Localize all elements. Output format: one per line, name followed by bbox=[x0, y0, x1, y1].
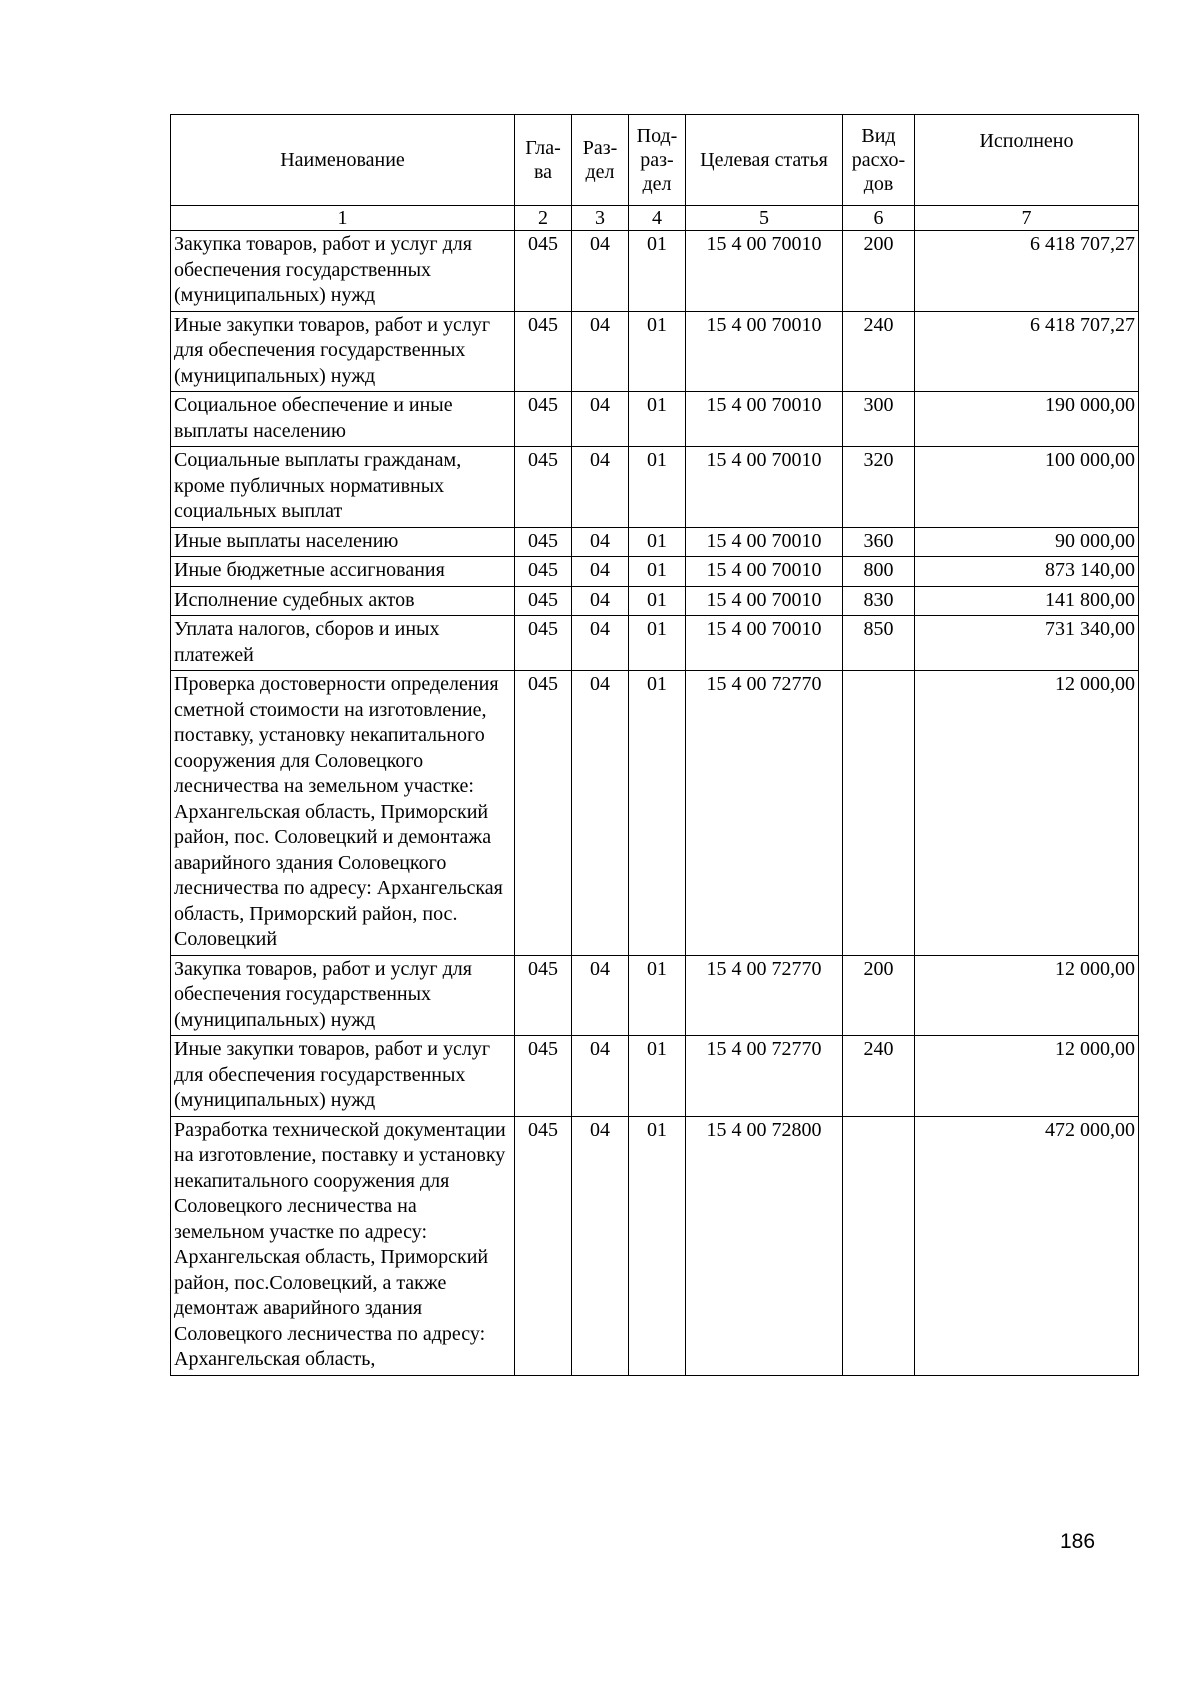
cell-section: 04 bbox=[572, 527, 629, 557]
table-header-row bbox=[171, 115, 1139, 206]
cell-subsection: 01 bbox=[629, 527, 686, 557]
cell-executed: 873 140,00 bbox=[915, 557, 1139, 587]
cell-target: 15 4 00 72770 bbox=[686, 955, 843, 1036]
cell-expense-type: 300 bbox=[843, 392, 915, 447]
cell-executed: 731 340,00 bbox=[915, 616, 1139, 671]
cell-executed: 190 000,00 bbox=[915, 392, 1139, 447]
cell-expense-type: 800 bbox=[843, 557, 915, 587]
cell-executed: 12 000,00 bbox=[915, 671, 1139, 956]
cell-chapter: 045 bbox=[515, 392, 572, 447]
table-row bbox=[171, 1036, 1139, 1117]
header-chapter: Гла- ва bbox=[515, 115, 572, 206]
column-number: 5 bbox=[686, 206, 843, 231]
cell-target: 15 4 00 72770 bbox=[686, 1036, 843, 1117]
cell-chapter: 045 bbox=[515, 447, 572, 528]
cell-subsection: 01 bbox=[629, 671, 686, 956]
cell-name: Уплата налогов, сборов и иных платежей bbox=[171, 616, 515, 671]
column-number: 7 bbox=[915, 206, 1139, 231]
cell-target: 15 4 00 70010 bbox=[686, 527, 843, 557]
cell-chapter: 045 bbox=[515, 616, 572, 671]
cell-subsection: 01 bbox=[629, 447, 686, 528]
table-row bbox=[171, 955, 1139, 1036]
cell-executed: 141 800,00 bbox=[915, 586, 1139, 616]
table-row bbox=[171, 231, 1139, 312]
cell-executed: 472 000,00 bbox=[915, 1116, 1139, 1375]
cell-executed: 6 418 707,27 bbox=[915, 311, 1139, 392]
cell-name: Иные закупки товаров, работ и услуг для обеспечения государственных (муниципальных) нужд bbox=[171, 311, 515, 392]
table-row bbox=[171, 1116, 1139, 1375]
cell-expense-type: 320 bbox=[843, 447, 915, 528]
header-subsection: Под- раз- дел bbox=[629, 115, 686, 206]
cell-subsection: 01 bbox=[629, 955, 686, 1036]
table-row bbox=[171, 392, 1139, 447]
cell-name: Социальное обеспечение и иные выплаты населению bbox=[171, 392, 515, 447]
cell-chapter: 045 bbox=[515, 586, 572, 616]
cell-section: 04 bbox=[572, 955, 629, 1036]
cell-section: 04 bbox=[572, 231, 629, 312]
table-row bbox=[171, 586, 1139, 616]
cell-expense-type bbox=[843, 671, 915, 956]
column-number: 6 bbox=[843, 206, 915, 231]
table-row bbox=[171, 671, 1139, 956]
cell-section: 04 bbox=[572, 1116, 629, 1375]
cell-section: 04 bbox=[572, 671, 629, 956]
column-number: 2 bbox=[515, 206, 572, 231]
table-row bbox=[171, 557, 1139, 587]
cell-subsection: 01 bbox=[629, 311, 686, 392]
cell-section: 04 bbox=[572, 311, 629, 392]
cell-section: 04 bbox=[572, 586, 629, 616]
cell-name: Исполнение судебных актов bbox=[171, 586, 515, 616]
table-row bbox=[171, 616, 1139, 671]
cell-subsection: 01 bbox=[629, 586, 686, 616]
table-body bbox=[171, 231, 1139, 1376]
cell-chapter: 045 bbox=[515, 955, 572, 1036]
cell-expense-type: 850 bbox=[843, 616, 915, 671]
cell-section: 04 bbox=[572, 557, 629, 587]
cell-name: Иные бюджетные ассигнования bbox=[171, 557, 515, 587]
cell-section: 04 bbox=[572, 616, 629, 671]
cell-chapter: 045 bbox=[515, 311, 572, 392]
column-number: 4 bbox=[629, 206, 686, 231]
header-name: Наименование bbox=[171, 115, 515, 206]
cell-chapter: 045 bbox=[515, 1036, 572, 1117]
cell-target: 15 4 00 70010 bbox=[686, 447, 843, 528]
cell-target: 15 4 00 70010 bbox=[686, 616, 843, 671]
cell-name: Иные закупки товаров, работ и услуг для обеспечения государственных (муниципальных) нужд bbox=[171, 1036, 515, 1117]
cell-name: Закупка товаров, работ и услуг для обеспечения государственных (муниципальных) нужд bbox=[171, 231, 515, 312]
cell-section: 04 bbox=[572, 1036, 629, 1117]
cell-expense-type bbox=[843, 1116, 915, 1375]
cell-target: 15 4 00 70010 bbox=[686, 557, 843, 587]
header-section: Раз- дел bbox=[572, 115, 629, 206]
cell-executed: 100 000,00 bbox=[915, 447, 1139, 528]
cell-subsection: 01 bbox=[629, 616, 686, 671]
cell-name: Проверка достоверности определения сметной стоимости на изготовление, поставку, установку некапитального сооружения для Соловецкого лесничества на земельном участке: Архангельская область, Приморский район, пос. Соловецкий и демонтажа аварийного здания Соловецкого лесничества по адресу: Архангельская область, Приморский район, пос. Соловецкий bbox=[171, 671, 515, 956]
table-row bbox=[171, 311, 1139, 392]
cell-subsection: 01 bbox=[629, 1116, 686, 1375]
cell-section: 04 bbox=[572, 447, 629, 528]
cell-executed: 12 000,00 bbox=[915, 955, 1139, 1036]
cell-chapter: 045 bbox=[515, 527, 572, 557]
cell-name: Закупка товаров, работ и услуг для обеспечения государственных (муниципальных) нужд bbox=[171, 955, 515, 1036]
cell-expense-type: 240 bbox=[843, 1036, 915, 1117]
cell-target: 15 4 00 70010 bbox=[686, 311, 843, 392]
cell-executed: 90 000,00 bbox=[915, 527, 1139, 557]
cell-name: Разработка технической документации на изготовление, поставку и установку некапитального сооружения для Соловецкого лесничества на земельном участке по адресу: Архангельская область, Приморский район, пос.Соловецкий, а также демонтаж аварийного здания Соловецкого лесничества по адресу: Архангельская область, bbox=[171, 1116, 515, 1375]
cell-target: 15 4 00 72800 bbox=[686, 1116, 843, 1375]
budget-execution-table bbox=[170, 114, 1139, 1376]
cell-chapter: 045 bbox=[515, 1116, 572, 1375]
cell-target: 15 4 00 70010 bbox=[686, 231, 843, 312]
table-row bbox=[171, 447, 1139, 528]
header-target: Целевая статья bbox=[686, 115, 843, 206]
cell-expense-type: 200 bbox=[843, 955, 915, 1036]
cell-expense-type: 240 bbox=[843, 311, 915, 392]
cell-expense-type: 200 bbox=[843, 231, 915, 312]
cell-target: 15 4 00 70010 bbox=[686, 392, 843, 447]
cell-subsection: 01 bbox=[629, 231, 686, 312]
page-number: 186 bbox=[1060, 1530, 1096, 1553]
header-executed: Исполнено bbox=[915, 115, 1139, 206]
cell-subsection: 01 bbox=[629, 557, 686, 587]
cell-name: Иные выплаты населению bbox=[171, 527, 515, 557]
cell-chapter: 045 bbox=[515, 671, 572, 956]
cell-chapter: 045 bbox=[515, 231, 572, 312]
cell-target: 15 4 00 70010 bbox=[686, 586, 843, 616]
cell-executed: 6 418 707,27 bbox=[915, 231, 1139, 312]
header-expense-type: Вид расхо- дов bbox=[843, 115, 915, 206]
cell-expense-type: 360 bbox=[843, 527, 915, 557]
cell-subsection: 01 bbox=[629, 392, 686, 447]
cell-expense-type: 830 bbox=[843, 586, 915, 616]
cell-executed: 12 000,00 bbox=[915, 1036, 1139, 1117]
cell-name: Социальные выплаты гражданам, кроме публичных нормативных социальных выплат bbox=[171, 447, 515, 528]
table-row bbox=[171, 527, 1139, 557]
column-number: 3 bbox=[572, 206, 629, 231]
cell-section: 04 bbox=[572, 392, 629, 447]
cell-chapter: 045 bbox=[515, 557, 572, 587]
column-number-row bbox=[171, 206, 1139, 231]
cell-subsection: 01 bbox=[629, 1036, 686, 1117]
column-number: 1 bbox=[171, 206, 515, 231]
cell-target: 15 4 00 72770 bbox=[686, 671, 843, 956]
